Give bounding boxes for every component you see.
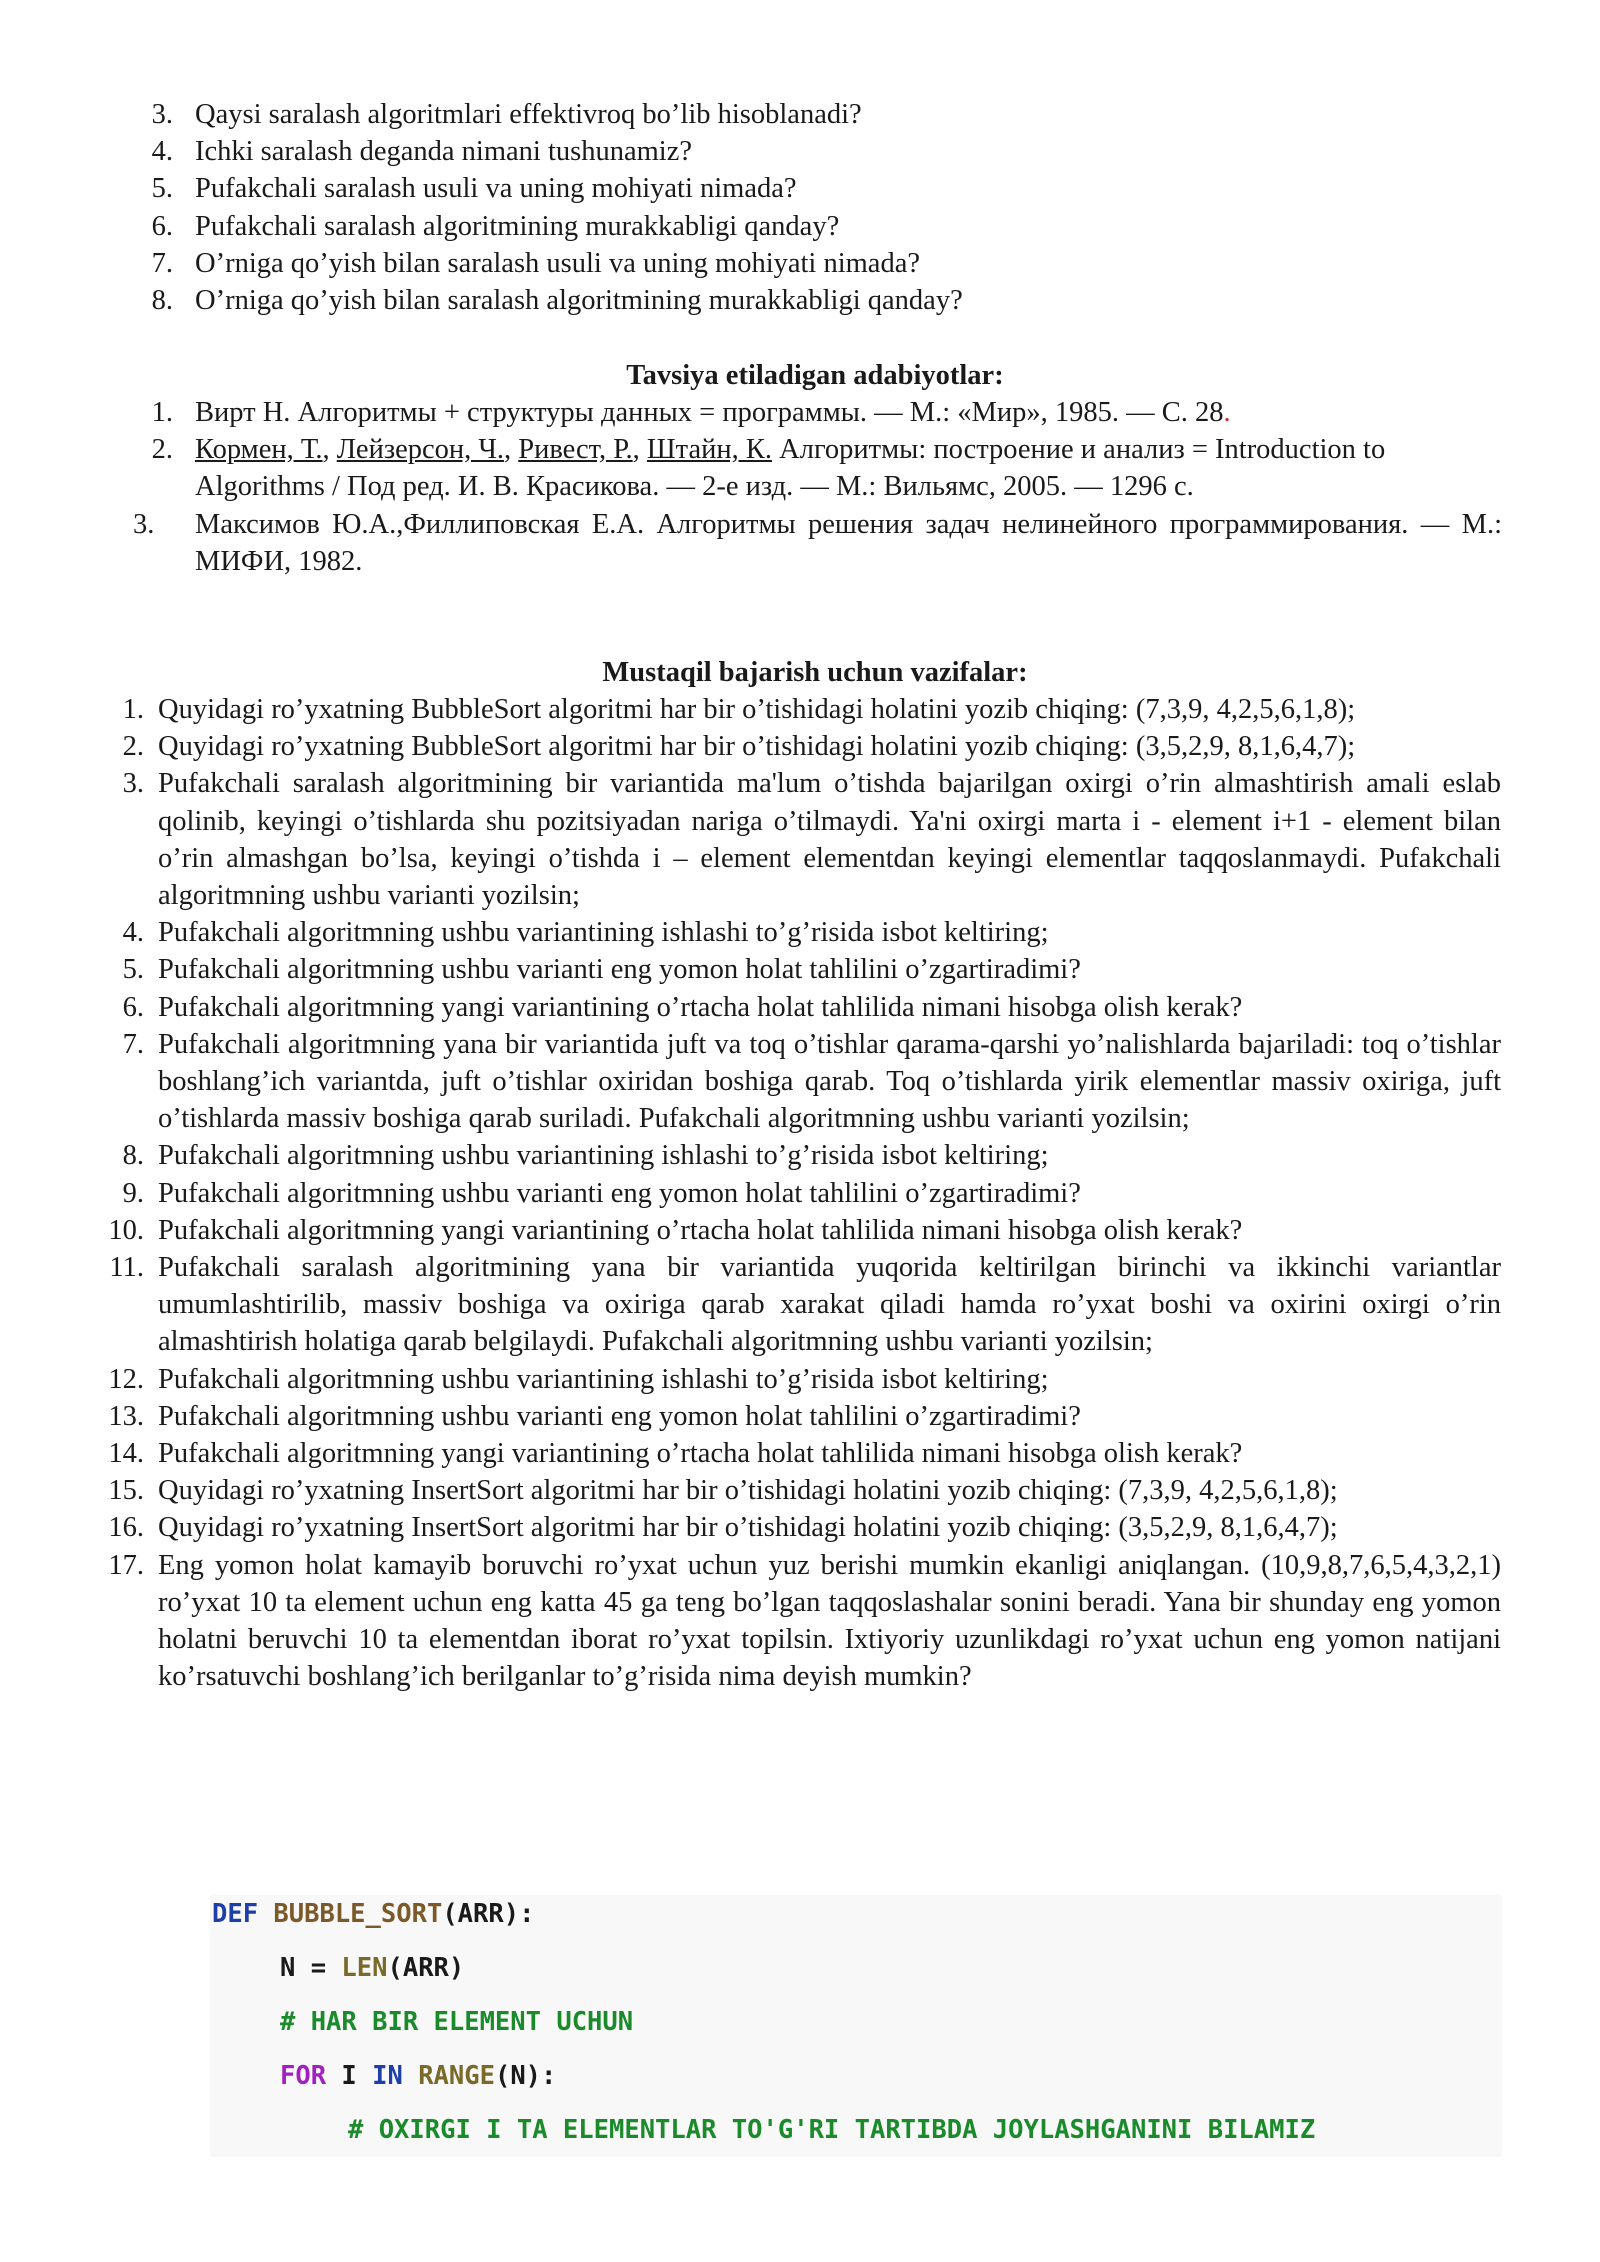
list-number: 8. (122, 1140, 144, 1172)
code-comment: # OXIRGI I TA ELEMENTLAR TO'G'RI TARTIBDA JOYLASHGANINI BILAMIZ (348, 2115, 1316, 2145)
list-text: Вирт Н. Алгоритмы + структуры данных = программы. — М.: «Мир», 1985. — С. 28 (195, 397, 1224, 428)
code-keyword-def: DEF (212, 1899, 274, 1929)
list-item (151, 282, 1505, 319)
list-number: 3. (133, 508, 155, 540)
list-item (108, 1547, 1501, 1696)
list-number: 4. (122, 917, 144, 949)
list-number: 6. (151, 210, 173, 242)
list-number: 16. (108, 1512, 144, 1544)
list-number: 12. (108, 1363, 144, 1395)
list-item (108, 1212, 1501, 1249)
list-text-trail: . (1223, 397, 1231, 428)
author-link[interactable]: Кормен, Т. (195, 434, 323, 466)
list-text: Pufakchali algoritmning ushbu varianti eng yomon holat tahlilini o’zgartiradimi? (158, 1400, 1081, 1432)
list-item (108, 1398, 1501, 1435)
code-block (210, 1895, 1502, 2157)
code-text: N = (280, 1953, 342, 1983)
list-text: Pufakchali algoritmning yangi variantining o’rtacha holat tahlilida nimani hisobga olish kerak? (158, 991, 1243, 1023)
list-number: 14. (108, 1438, 144, 1470)
list-text: Pufakchali algoritmning ushbu variantining ishlashi to’g’risida isbot keltiring; (158, 1363, 1049, 1395)
code-line (280, 1951, 464, 1985)
code-text: I (326, 2061, 373, 2091)
list-item (122, 765, 1501, 914)
literature-list (133, 394, 1502, 580)
code-line (212, 1897, 534, 1931)
code-comment: # HAR BIR ELEMENT UCHUN (280, 2007, 634, 2037)
list-text: Pufakchali algoritmning yana bir variantida juft va toq o’tishlar qarama-qarshi yo’nalishlarda bajariladi: toq o’tishlar boshlang’ich variantda, juft o’tishlar oxiridan boshiga qarab. Toq o’tishlarda yirik elementlar massiv oxiriga, juft o’tishlarda massiv boshiga qarab suriladi. Pufakchali algoritmning ushbu varianti yozilsin; (158, 1028, 1501, 1135)
list-item (122, 989, 1501, 1026)
list-item (108, 1435, 1501, 1472)
tasks-list (108, 691, 1501, 1695)
list-item (122, 691, 1501, 728)
list-item (151, 245, 1505, 282)
list-number: 4. (151, 136, 173, 168)
list-number: 9. (122, 1177, 144, 1209)
list-text: Ichki saralash deganda nimani tushunamiz? (195, 136, 692, 168)
list-item (122, 1175, 1501, 1212)
list-item (109, 1249, 1501, 1361)
list-number: 13. (108, 1400, 144, 1432)
list-number: 1. (151, 397, 173, 428)
list-number: 10. (108, 1214, 144, 1246)
author-link[interactable]: Ривест, Р. (518, 434, 633, 466)
list-text: Алгоритмы: построение и анализ = Introduction to Algorithms / Под ред. И. В. Красикова. — 2-е изд. — М.: Вильямс, 2005. — 1296 с. (195, 434, 1386, 503)
list-text: Pufakchali algoritmning ushbu variantining ishlashi to’g’risida isbot keltiring; (158, 1140, 1049, 1172)
list-text: Максимов Ю.А.,Филлиповская Е.А. Алгоритмы решения задач нелинейного программирования. — М.: МИФИ, 1982. (195, 508, 1502, 577)
code-text: (N): (494, 2061, 557, 2091)
list-text: Quyidagi ro’yxatning BubbleSort algoritmi har bir o’tishidagi holatini yozib chiqing: (7,3,9, 4,2,5,6,1,8); (158, 694, 1356, 725)
list-item (108, 1509, 1501, 1546)
list-item (151, 96, 1505, 133)
author-link[interactable]: Штайн, К. (646, 434, 773, 466)
list-number: 15. (108, 1475, 144, 1507)
list-item (133, 506, 1502, 580)
list-text: Pufakchali algoritmning ushbu variantining ishlashi to’g’risida isbot keltiring; (158, 917, 1049, 949)
list-item: 2. Кормен, Т., Лейзерсон, Ч., Ривест, Р., Штайн, К. Алгоритмы: построение и анализ = Introduction to Algorithms / Под ред. И. В. Красикова. — 2-е изд. — М.: Вильямс, 2005. — 1296 с. (195, 431, 1502, 505)
list-item (108, 1472, 1501, 1509)
code-builtin: LEN (341, 1953, 388, 1983)
code-line (348, 2113, 1315, 2147)
list-text: O’rniga qo’yish bilan saralash usuli va uning mohiyati nimada? (195, 247, 921, 279)
list-item (151, 133, 1505, 170)
list-item (151, 208, 1505, 245)
list-text: Quyidagi ro’yxatning InsertSort algoritmi har bir o’tishidagi holatini yozib chiqing: (3,5,2,9, 8,1,6,4,7); (158, 1512, 1338, 1544)
list-text: Pufakchali algoritmning yangi variantining o’rtacha holat tahlilida nimani hisobga olish kerak? (158, 1438, 1243, 1470)
list-text: Pufakchali saralash usuli va uning mohiyati nimada? (195, 173, 797, 205)
author-link[interactable]: Лейзерсон, Ч. (336, 434, 505, 466)
code-function-name: BUBBLE_SORT (273, 1899, 443, 1929)
code-line (280, 2059, 556, 2093)
list-item (151, 394, 1502, 431)
list-text: Pufakchali saralash algoritmining yana bir variantida yuqorida keltirilgan birinchi va ikkinchi variantlar umumlashtirilib, massiv boshiga va oxiriga qarab xarakat qiladi hamda ro’yxat boshi va oxirini oxirgi o’rin almashtirish holatiga qarab belgilaydi. Pufakchali algoritmning ushbu varianti yozilsin; (158, 1252, 1501, 1358)
list-number: 17. (108, 1549, 144, 1581)
list-text: Quyidagi ro’yxatning InsertSort algoritmi har bir o’tishidagi holatini yozib chiqing: (7,3,9, 4,2,5,6,1,8); (158, 1475, 1338, 1507)
list-number: 5. (122, 954, 144, 986)
list-text: Pufakchali algoritmning ushbu varianti eng yomon holat tahlilini o’zgartiradimi? (158, 954, 1081, 986)
list-item (108, 1361, 1501, 1398)
list-number: 2. (151, 434, 173, 466)
tasks-heading: Mustaqil bajarish uchun vazifalar: (602, 657, 1028, 688)
list-number: 3. (122, 768, 144, 800)
list-text: Pufakchali saralash algoritmining bir variantida ma'lum o’tishda bajarilgan oxirgi o’rin almashtirish amali eslab qolinib, keyingi o’tishlarda shu pozitsiyadan nariga o’tilmaydi. Ya'ni oxirgi marta i - element i+1 - element bilan o’rin almashgan bo’lsa, keyingi o’tishda i – element elementdan keyingi elementlar taqqoslanmaydi. Pufakchali algoritmning ushbu varianti yozilsin; (158, 768, 1501, 912)
list-item (122, 1137, 1501, 1174)
list-number: 7. (151, 247, 173, 279)
literature-heading: Tavsiya etiladigan adabiyotlar: (626, 360, 1004, 391)
list-number: 1. (122, 694, 144, 725)
list-text: O’rniga qo’yish bilan saralash algoritmining murakkabligi qanday? (195, 285, 963, 317)
list-number: 7. (122, 1028, 144, 1060)
list-number: 5. (151, 173, 173, 205)
list-text: Qaysi saralash algoritmlari effektivroq bo’lib hisoblanadi? (195, 99, 862, 130)
list-number: 3. (151, 99, 173, 130)
list-number: 2. (122, 731, 144, 763)
list-text: Quyidagi ro’yxatning BubbleSort algoritmi har bir o’tishidagi holatini yozib chiqing: (3,5,2,9, 8,1,6,4,7); (158, 731, 1356, 763)
code-text: (ARR) (387, 1953, 465, 1983)
list-text: Pufakchali algoritmning yangi variantining o’rtacha holat tahlilida nimani hisobga olish kerak? (158, 1214, 1243, 1246)
code-line (280, 2005, 633, 2039)
review-questions-list (151, 96, 1505, 319)
list-text: Pufakchali algoritmning ushbu varianti eng yomon holat tahlilini o’zgartiradimi? (158, 1177, 1081, 1209)
list-number: 6. (122, 991, 144, 1023)
code-text: (ARR): (442, 1899, 535, 1929)
list-text: Pufakchali saralash algoritmining murakkabligi qanday? (195, 210, 840, 242)
code-text (403, 2061, 418, 2091)
list-item (151, 170, 1505, 207)
list-item (122, 1026, 1501, 1138)
list-item (122, 728, 1501, 765)
code-builtin: RANGE (418, 2061, 495, 2091)
list-number: 11. (109, 1252, 144, 1284)
list-item (122, 951, 1501, 988)
code-keyword-in: IN (372, 2061, 403, 2091)
code-keyword-for: FOR (280, 2061, 327, 2091)
list-number: 8. (151, 285, 173, 317)
list-item (122, 914, 1501, 951)
list-text: Eng yomon holat kamayib boruvchi ro’yxat uchun yuz berishi mumkin ekanligi aniqlangan. (10,9,8,7,6,5,4,3,2,1) ro’yxat 10 ta element uchun eng katta 45 ga teng bo’lgan taqqoslashalar sonini beradi. Yana bir shunday eng yomon holatni beruvchi 10 ta elementdan iborat ro’yxat topilsin. Ixtiyoriy uzunlikdagi ro’yxat uchun eng yomon natijani ko’rsatuvchi boshlang’ich berilganlar to’g’risida nima deyish mumkin? (158, 1549, 1501, 1693)
